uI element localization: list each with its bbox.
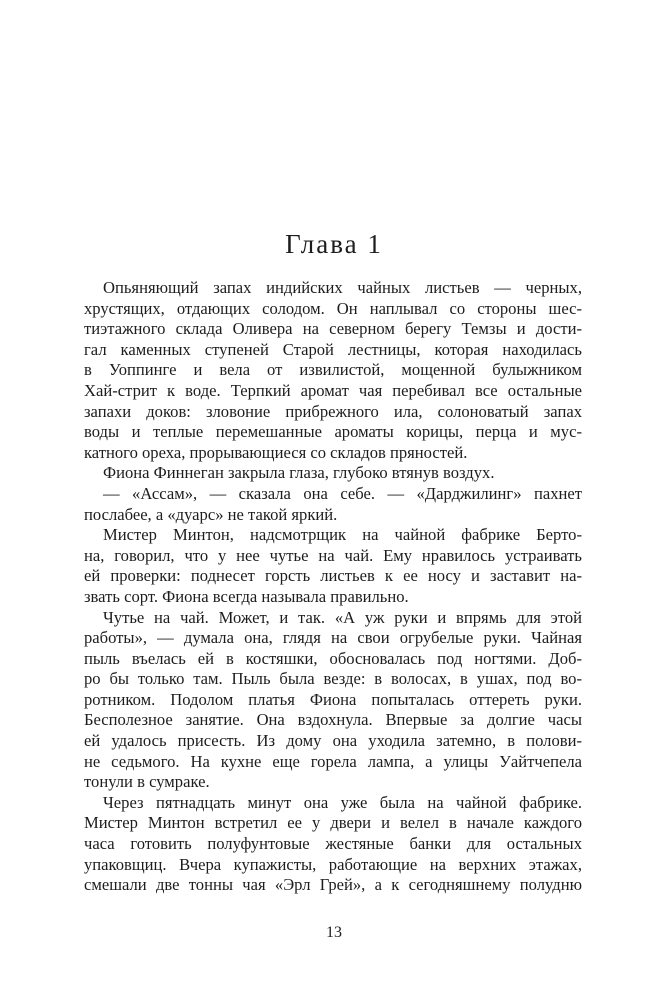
text-line: тонули в сумраке. [84,772,210,792]
text-line: Опьяняющий запах индийских чайных листьев — черных, [103,278,582,297]
chapter-title: Глава 1 [285,229,383,259]
text-line: работы», — думала она, глядя на свои огрубелые руки. Чайная [84,628,582,648]
text-line: катного ореха, прорывающиеся со складов пряностей. [84,442,468,462]
paragraph [84,484,582,525]
paragraph [84,608,582,793]
text-line: ро бы только там. Пыль была везде: в волосах, в ушах, под во- [84,669,582,689]
text-line: часа готовить полуфунтовые жестяные банки для остальных [84,834,582,854]
text-line: ротником. Подолом платья Фиона попыталась оттереть руки. [84,689,582,709]
paragraph [84,525,582,607]
text-line: Фиона Финнеган закрыла глаза, глубоко втянув воздух. [103,463,495,483]
text-line: не седьмого. На кухне еще горела лампа, а улицы Уайтчепела [84,751,582,771]
text-line: запахи доков: зловоние прибрежного ила, солоноватый запах [84,401,582,421]
chapter-text [84,278,582,896]
text-line: звать сорт. Фиона всегда называла правильно. [84,586,409,606]
text-line: Бесполезное занятие. Она вздохнула. Впервые за долгие часы [84,710,582,730]
text-line: воды и теплые перемешанные ароматы корицы, перца и мус- [84,422,582,442]
text-line: послабее, а «дуарс» не такой яркий. [84,504,338,524]
text-line: ей удалось присесть. Из дому она уходила затемно, в полови- [84,731,582,751]
text-line: Мистер Минтон, надсмотрщик на чайной фабрике Берто- [103,525,582,545]
text-line: смешали две тонны чая «Эрл Грей», а к сегодняшнему полудню [84,875,582,895]
paragraph [84,463,582,484]
text-line: упаковщиц. Вчера купажисты, работающие на верхних этажах, [84,854,582,874]
text-line: ей проверки: поднесет горсть листьев к ее носу и заставит на- [84,566,582,586]
text-line: гал каменных ступеней Старой лестницы, которая находилась [84,339,582,359]
text-line: Мистер Минтон встретил ее у двери и велел в начале каждого [84,813,582,833]
text-line: хрустящих, отдающих солодом. Он наплывал со стороны шес- [84,298,582,318]
text-line: на, говорил, что у нее чутье на чай. Ему нравилось устраивать [84,545,582,565]
text-line: — «Ассам», — сказала она себе. — «Дарджилинг» пахнет [103,483,582,503]
text-line: Через пятнадцать минут она уже была на чайной фабрике. [103,792,582,812]
paragraph [84,278,582,463]
text-line: Хай-стрит к воде. Терпкий аромат чая перебивал все остальные [84,380,582,400]
text-line: Чутье на чай. Может, и так. «А уж руки и впрямь для этой [103,607,582,627]
text-line: в Уоппинге и вела от извилистой, мощенной булыжником [84,360,582,380]
paragraph [84,793,582,896]
text-line: пыль въелась ей в костяшки, обосновалась под ногтями. Доб- [84,648,582,668]
page-number: 13 [326,924,342,941]
text-line: тиэтажного склада Оливера на северном берегу Темзы и дости- [84,319,582,339]
